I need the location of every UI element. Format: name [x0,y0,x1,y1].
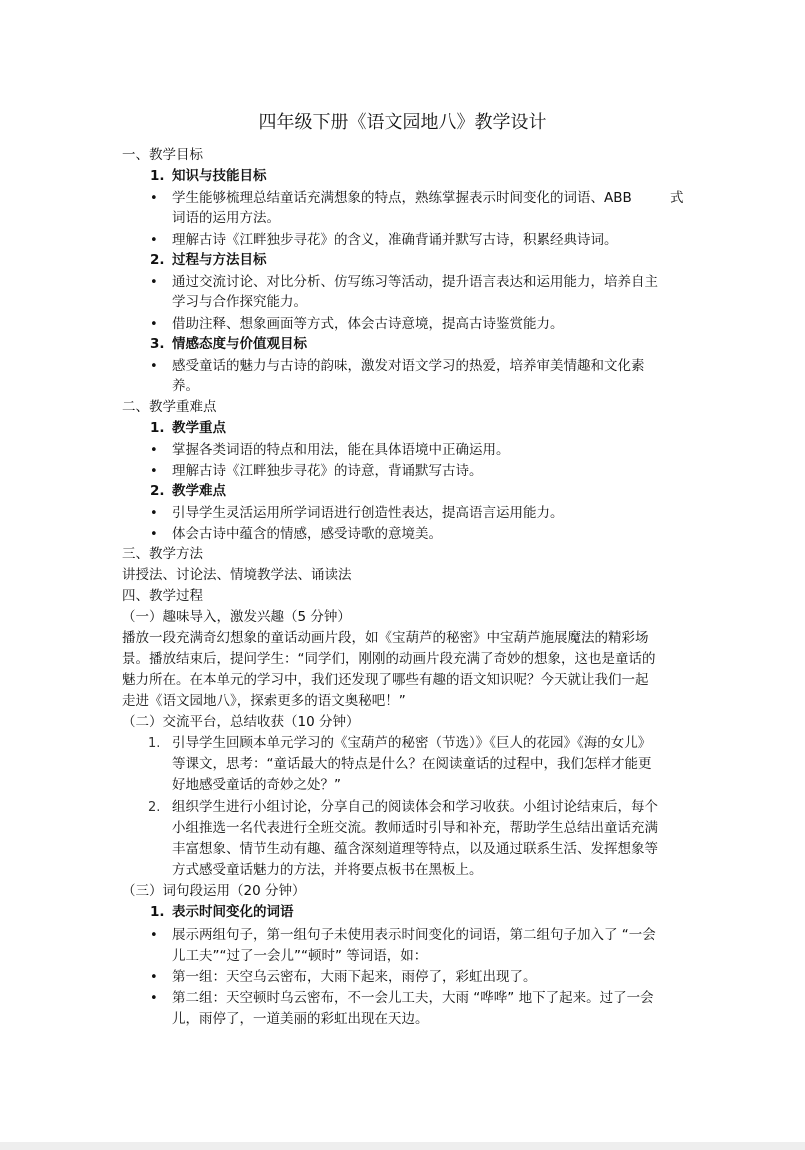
group-number: 1. [150,420,165,436]
group-label-knowledge: 知识与技能目标 [172,168,267,184]
group-label-time-words: 表示时间变化的词语 [172,904,294,920]
bullet-icon: • [150,191,158,206]
paragraph-line: 魅力所在。在本单元的学习中，我们还发现了哪些有趣的语文知识呢？今天就让我们一起 [122,672,649,688]
group-label-attitude: 情感态度与价值观目标 [172,336,307,352]
paragraph-line: 走进《语文园地八》，探索更多的语文奥秘吧！” [122,693,406,709]
item-number: 1. [148,736,161,751]
list-item: 掌握各类词语的特点和用法，能在具体语境中正确运用。 [172,442,510,458]
list-item-cont: 等课文，思考：“童话最大的特点是什么？在阅读童话的过程中，我们怎样才能更 [172,756,652,772]
group-number: 2. [150,483,165,499]
subsection-heading-usage: （三）词句段运用（20 分钟） [122,883,306,899]
section-heading-methods: 三、教学方法 [122,546,203,562]
list-item: 第二组：天空顿时乌云密布，不一会儿工夫，大雨 “哗哗” 地下了起来。过了一会 [172,990,654,1006]
list-item-cont: 方式感受童话魅力的方法，并将要点板书在黑板上。 [172,862,483,878]
bullet-icon: • [150,275,158,290]
item-number: 2. [148,800,161,815]
list-item: 引导学生回顾本单元学习的《宝葫芦的秘密（节选）》《巨人的花园》《海的女儿》 [172,735,652,751]
section-heading-process: 四、教学过程 [122,588,203,604]
page-bottom-edge [0,1142,805,1150]
list-item-cont: 词语的运用方法。 [172,210,280,226]
list-item-cont: 儿工夫”“过了一会儿”“顿时” 等词语，如： [172,948,428,964]
list-item: 通过交流讨论、对比分析、仿写练习等活动，提升语言表达和运用能力，培养自主 [172,274,658,290]
list-item-tail: 式 [670,190,684,206]
list-item: 理解古诗《江畔独步寻花》的诗意，背诵默写古诗。 [172,463,483,479]
bullet-icon: • [150,317,158,332]
bullet-icon: • [150,527,158,542]
group-label-difficulty: 教学难点 [172,483,226,499]
list-item-cont: 好地感受童话的奇妙之处？” [172,777,341,793]
group-number: 1. [150,168,165,184]
methods-text: 讲授法、讨论法、情境教学法、诵读法 [122,567,352,583]
list-item-cont: 学习与合作探究能力。 [172,294,307,310]
section-heading-objectives: 一、教学目标 [122,147,203,163]
list-item-cont: 儿，雨停了，一道美丽的彩虹出现在天边。 [172,1011,429,1027]
list-item: 组织学生进行小组讨论，分享自己的阅读体会和学习收获。小组讨论结束后，每个 [172,799,658,815]
list-item: 第一组：天空乌云密布，大雨下起来，雨停了，彩虹出现了。 [172,969,537,985]
list-item-cont: 养。 [172,378,199,394]
document-title: 四年级下册《语文园地八》教学设计 [258,112,547,133]
list-item: 展示两组句子，第一组句子未使用表示时间变化的词语，第二组句子加入了 “一会 [172,927,656,943]
subsection-heading-exchange: （二）交流平台，总结收获（10 分钟） [122,714,360,730]
paragraph-line: 景。播放结束后，提问学生：“同学们，刚刚的动画片段充满了奇妙的想象，这也是童话的 [122,651,656,667]
bullet-icon: • [150,970,158,985]
group-number: 1. [150,904,165,920]
list-item: 学生能够梳理总结童话充满想象的特点，熟练掌握表示时间变化的词语、ABB [172,190,632,206]
group-number: 2. [150,252,165,268]
bullet-icon: • [150,464,158,479]
paragraph-line: 播放一段充满奇幻想象的童话动画片段，如《宝葫芦的秘密》中宝葫芦施展魔法的精彩场 [122,630,649,646]
list-item: 理解古诗《江畔独步寻花》的含义，准确背诵并默写古诗，积累经典诗词。 [172,232,618,248]
bullet-icon: • [150,928,158,943]
subsection-heading-intro: （一）趣味导入，激发兴趣（5 分钟） [122,609,351,625]
group-number: 3. [150,336,165,352]
bullet-icon: • [150,443,158,458]
section-heading-key-points: 二、教学重难点 [122,399,217,415]
list-item: 借助注释、想象画面等方式，体会古诗意境，提高古诗鉴赏能力。 [172,316,564,332]
bullet-icon: • [150,991,158,1006]
list-item-cont: 小组推选一名代表进行全班交流。教师适时引导和补充，帮助学生总结出童话充满 [172,820,658,836]
group-label-focus: 教学重点 [172,420,226,436]
bullet-icon: • [150,506,158,521]
bullet-icon: • [150,359,158,374]
list-item-cont: 丰富想象、情节生动有趣、蕴含深刻道理等特点，以及通过联系生活、发挥想象等 [172,841,658,857]
list-item: 体会古诗中蕴含的情感，感受诗歌的意境美。 [172,526,442,542]
list-item: 引导学生灵活运用所学词语进行创造性表达，提高语言运用能力。 [172,505,564,521]
group-label-process: 过程与方法目标 [172,252,267,268]
list-item: 感受童话的魅力与古诗的韵味，激发对语文学习的热爱，培养审美情趣和文化素 [172,358,645,374]
bullet-icon: • [150,233,158,248]
